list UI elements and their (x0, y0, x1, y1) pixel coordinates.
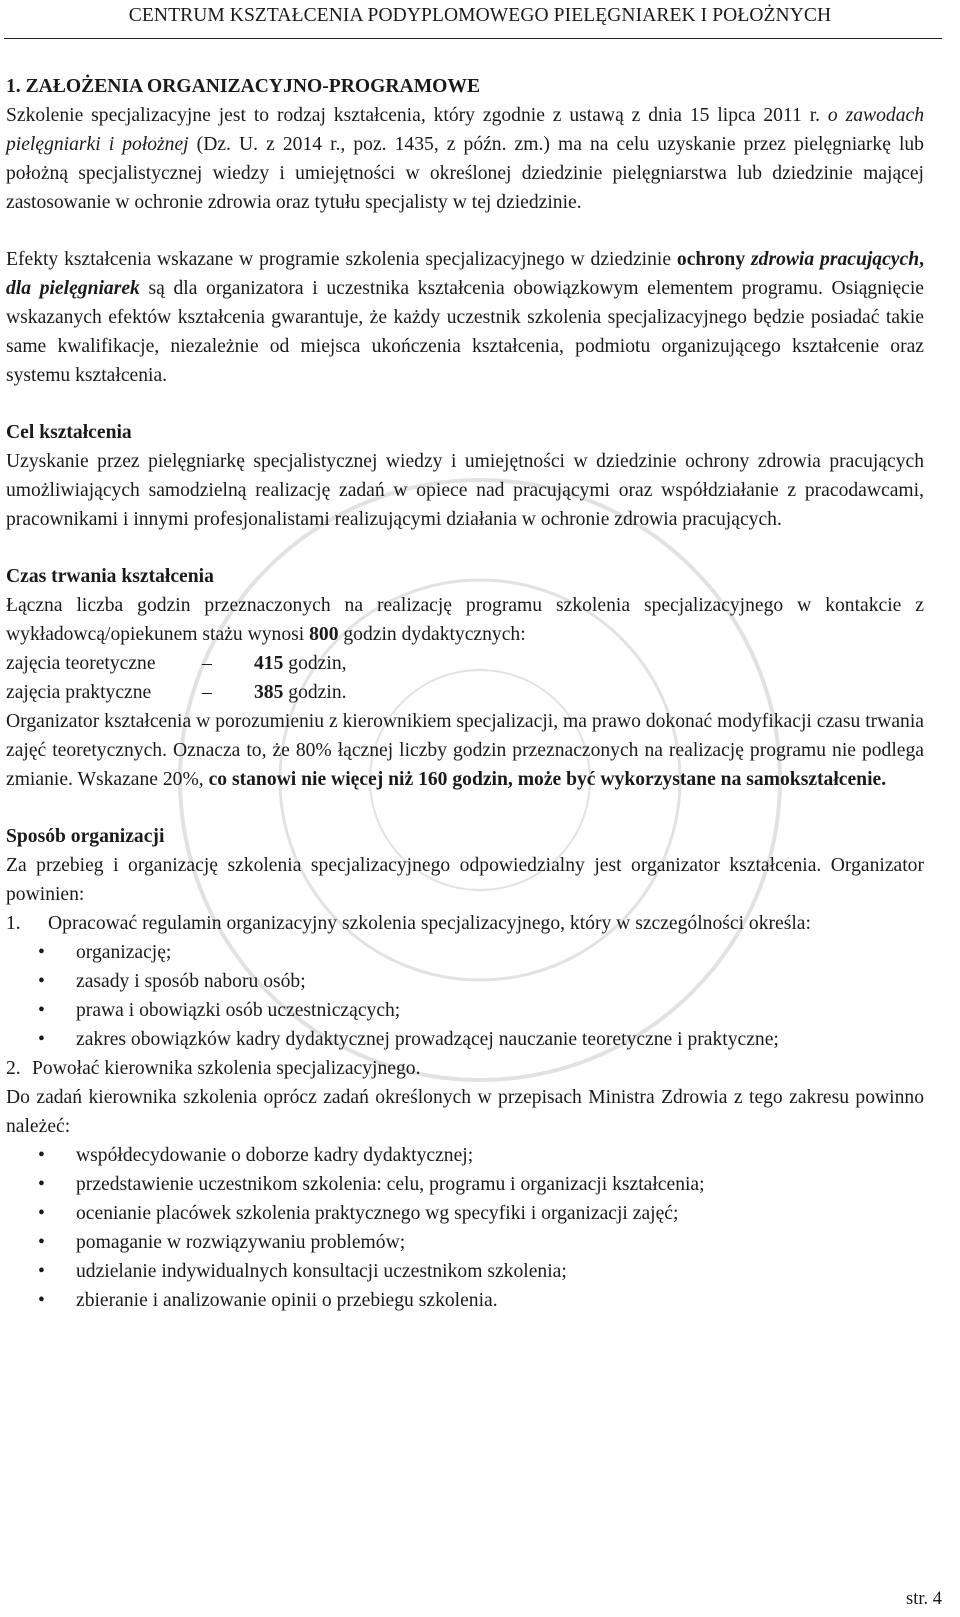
section-heading-cel: Cel kształcenia (6, 422, 132, 443)
cel-paragraph: Uzyskanie przez pielęgniarkę specjalistycznej wiedzy i umiejętności w dziedzinie ochrony zdrowia pracujących umożliwiających samodzielną realizację zadań w opiece nad pracującymi oraz współdziałanie z pracodawcami, pracownikami i innymi profesjonalistami realizującymi działania w ochronie zdrowia pracujących. (6, 451, 924, 530)
text-run-bold: , (919, 249, 924, 270)
text-run: Efekty kształcenia wskazane w programie szkolenia specjalizacyjnego w dziedzinie (6, 249, 677, 270)
duties-bullets (6, 1141, 924, 1315)
section-heading-intro: 1. ZAŁOŻENIA ORGANIZACYJNO-PROGRAMOWE (6, 76, 481, 97)
numbered-item-1 (6, 909, 924, 938)
text-run: (Dz. U. z 2014 r., poz. 1435, z późn. zm.) ma na celu uzyskanie przez pielęgniarkę lub położną specjalistycznej wiedzy i umiejętności w określonej dziedzinie pielęgniarstwa lub dziedzinie mającej zastosowanie w ochronie zdrowia oraz tytułu specjalisty w tej dziedzinie. (6, 134, 924, 213)
duties-intro: Do zadań kierownika szkolenia oprócz zadań określonych w przepisach Ministra Zdrowia z tego zakresu powinno należeć: (6, 1087, 924, 1137)
practice-label: zajęcia praktyczne (6, 682, 152, 703)
theory-hours: 415 (254, 653, 284, 674)
item-number: 1. (6, 913, 21, 934)
text-run-bold: co stanowi nie więcej niż 160 godzin, może być wykorzystane na samokształcenie. (208, 769, 887, 790)
text-run: godzin. (283, 682, 347, 703)
section-efekty (6, 245, 924, 390)
total-hours: 800 (309, 624, 339, 645)
list-item: • zbieranie i analizowanie opinii o przebiegu szkolenia. (6, 1286, 924, 1315)
list-item: • zasady i sposób naboru osób; (6, 967, 924, 996)
intro-paragraph (6, 101, 924, 217)
text-run-bold-italic: dla pielęgniarek (6, 278, 140, 299)
list-item: • zakres obowiązków kadry dydaktycznej prowadzącej nauczanie teoretyczne i praktyczne; (6, 1025, 924, 1054)
theory-label: zajęcia teoretyczne (6, 653, 156, 674)
section-heading-czas: Czas trwania kształcenia (6, 566, 214, 587)
theory-hours-row (6, 649, 924, 678)
section-czas (6, 562, 924, 794)
document-body (6, 72, 924, 1315)
czas-modification-paragraph (6, 707, 924, 794)
practice-hours-row (6, 678, 924, 707)
section-intro (6, 72, 924, 217)
text-run: są dla organizatora i uczestnika kształcenia obowiązkowym elementem programu. Osiągnięcie wskazanych efektów kształcenia gwarantuje, że każdy uczestnik szkolenia specjalizacyjnego będzie posiadać takie same kwalifikacje, niezależnie od miejsca ukończenia kształcenia, podmiotu organizującego kształcenie oraz systemu kształcenia. (6, 278, 924, 386)
text-run: godzin dydaktycznych: (338, 624, 526, 645)
list-item: • pomaganie w rozwiązywaniu problemów; (6, 1228, 924, 1257)
section-sposob (6, 822, 924, 1315)
list-item: • organizację; (6, 938, 924, 967)
text-run: Szkolenie specjalizacyjne jest to rodzaj kształcenia, który zgodnie z ustawą z dnia 15 lipca 2011 r. (6, 105, 828, 126)
dash: – (202, 682, 212, 703)
item-text: Powołać kierownika szkolenia specjalizacyjnego. (32, 1058, 421, 1079)
practice-hours: 385 (254, 682, 284, 703)
text-run-bold: ochrony (676, 249, 752, 270)
page-number: str. 4 (906, 1589, 942, 1609)
sposob-intro: Za przebieg i organizację szkolenia specjalizacyjnego odpowiedzialny jest organizator kształcenia. Organizator powinien: (6, 855, 924, 905)
list-item: • przedstawienie uczestnikom szkolenia: celu, programu i organizacji kształcenia; (6, 1170, 924, 1199)
list-item: • udzielanie indywidualnych konsultacji uczestnikom szkolenia; (6, 1257, 924, 1286)
text-run: Organizator kształcenia w porozumieniu z kierownikiem specjalizacji, ma prawo dokonać modyfikacji czasu trwania zajęć teoretycznych. Oznacza to, że 80% łącznej liczby godzin przeznaczonych na realizację programu nie podlega zmianie. Wskazane 20%, (6, 711, 924, 790)
list-item: • współdecydowanie o doborze kadry dydaktycznej; (6, 1141, 924, 1170)
czas-paragraph (6, 591, 924, 649)
regulamin-bullets (6, 938, 924, 1054)
section-heading-sposob: Sposób organizacji (6, 826, 165, 847)
section-cel (6, 418, 924, 534)
text-run: Łączna liczba godzin przeznaczonych na realizację programu szkolenia specjalizacyjnego w kontakcie z wykładowcą/opiekunem stażu wynosi (6, 595, 924, 645)
text-run: godzin, (283, 653, 347, 674)
page-header: CENTRUM KSZTAŁCENIA PODYPLOMOWEGO PIELĘGNIAREK I POŁOŻNYCH (128, 5, 832, 26)
header-divider (4, 38, 942, 39)
list-item: • prawa i obowiązki osób uczestniczących; (6, 996, 924, 1025)
text-run-bold-italic: zdrowia pracujących (751, 249, 920, 270)
item-text: Opracować regulamin organizacyjny szkolenia specjalizacyjnego, który w szczególności określa: (48, 913, 811, 934)
item-number: 2. (6, 1058, 21, 1079)
act-title: o zawodach pielęgniarki i położnej (6, 105, 924, 155)
dash: – (202, 653, 212, 674)
efekty-paragraph (6, 245, 924, 390)
list-item: • ocenianie placówek szkolenia praktycznego wg specyfiki i organizacji zajęć; (6, 1199, 924, 1228)
numbered-item-2 (6, 1054, 924, 1083)
